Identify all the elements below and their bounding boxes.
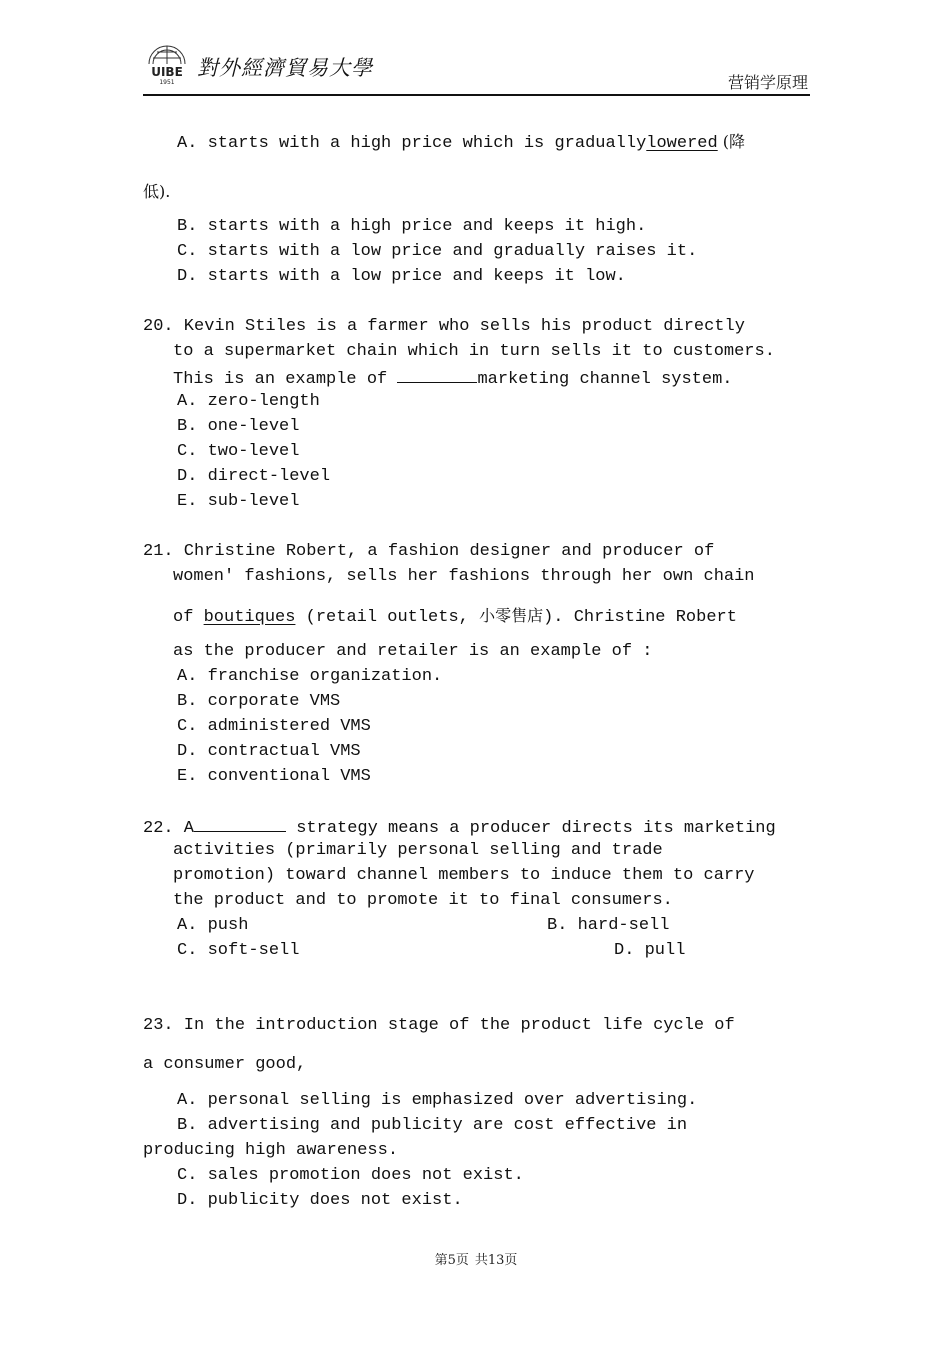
q22-stem-line2: activities (primarily personal selling and trade <box>173 841 663 860</box>
q20-stem-line2: to a supermarket chain which in turn sells it to customers. <box>173 342 775 361</box>
course-title: 营销学原理 <box>727 73 808 92</box>
q20-option-e: E. sub-level <box>177 492 300 511</box>
q20-stem-line1: 20. Kevin Stiles is a farmer who sells his product directly <box>143 317 745 336</box>
q21-option-a: A. franchise organization. <box>177 667 443 686</box>
q22-stem-line4: the product and to promote it to final consumers. <box>173 891 673 910</box>
q21-stem-line2: women' fashions, sells her fashions through her own chain <box>173 567 755 586</box>
page-header <box>143 38 810 96</box>
q21-option-b: B. corporate VMS <box>177 692 341 711</box>
page-footer <box>0 1249 952 1268</box>
q20-stem-line3: This is an example of marketing channel system. <box>173 366 732 391</box>
q22-option-d: D. pull <box>614 941 686 960</box>
q23-option-d: D. publicity does not exist. <box>177 1191 463 1210</box>
svg-text:UIBE: UIBE <box>151 65 183 79</box>
q23-stem-line2: a consumer good, <box>143 1055 307 1074</box>
university-name: 對外經濟貿易大學 <box>197 56 373 80</box>
q21-stem-line3: of boutiques (retail outlets, 小零售店). Christine Robert <box>173 606 737 627</box>
q23-option-b-cont: producing high awareness. <box>143 1141 399 1160</box>
q21-option-d: D. contractual VMS <box>177 742 361 761</box>
underlined-term: boutiques <box>203 608 296 627</box>
q19-option-a-cont: 低). <box>143 182 171 201</box>
answer-blank <box>194 815 286 832</box>
q19-option-a: A. starts with a high price which is graduallylowered (降 <box>177 132 746 153</box>
q22-stem-line1: 22. A strategy means a producer directs its marketing <box>143 815 776 840</box>
q23-option-a: A. personal selling is emphasized over advertising. <box>177 1091 698 1110</box>
q21-option-c: C. administered VMS <box>177 717 371 736</box>
university-logo <box>143 42 191 86</box>
svg-text:1951: 1951 <box>159 79 175 86</box>
q19-option-c: C. starts with a low price and gradually raises it. <box>177 242 698 261</box>
q22-stem-line3: promotion) toward channel members to induce them to carry <box>173 866 755 885</box>
q19-option-d: D. starts with a low price and keeps it low. <box>177 267 626 286</box>
q19-option-b: B. starts with a high price and keeps it high. <box>177 217 647 236</box>
page-total: 共13页 <box>474 1253 518 1268</box>
q22-option-a: A. push <box>177 916 249 935</box>
underlined-term: lowered <box>646 134 718 153</box>
q20-option-c: C. two-level <box>177 442 300 461</box>
page-number: 第5页 <box>434 1253 469 1268</box>
q21-stem-line4: as the producer and retailer is an example of : <box>173 642 653 661</box>
answer-blank <box>397 366 477 383</box>
q23-stem-line1: 23. In the introduction stage of the product life cycle of <box>143 1016 735 1035</box>
q21-option-e: E. conventional VMS <box>177 767 371 786</box>
q22-option-c: C. soft-sell <box>177 941 300 960</box>
q23-option-b: B. advertising and publicity are cost effective in <box>177 1116 688 1135</box>
q20-option-b: B. one-level <box>177 417 300 436</box>
q20-option-d: D. direct-level <box>177 467 331 486</box>
q20-option-a: A. zero-length <box>177 392 320 411</box>
q22-option-b: B. hard-sell <box>547 916 670 935</box>
q21-stem-line1: 21. Christine Robert, a fashion designer and producer of <box>143 542 715 561</box>
q23-option-c: C. sales promotion does not exist. <box>177 1166 524 1185</box>
